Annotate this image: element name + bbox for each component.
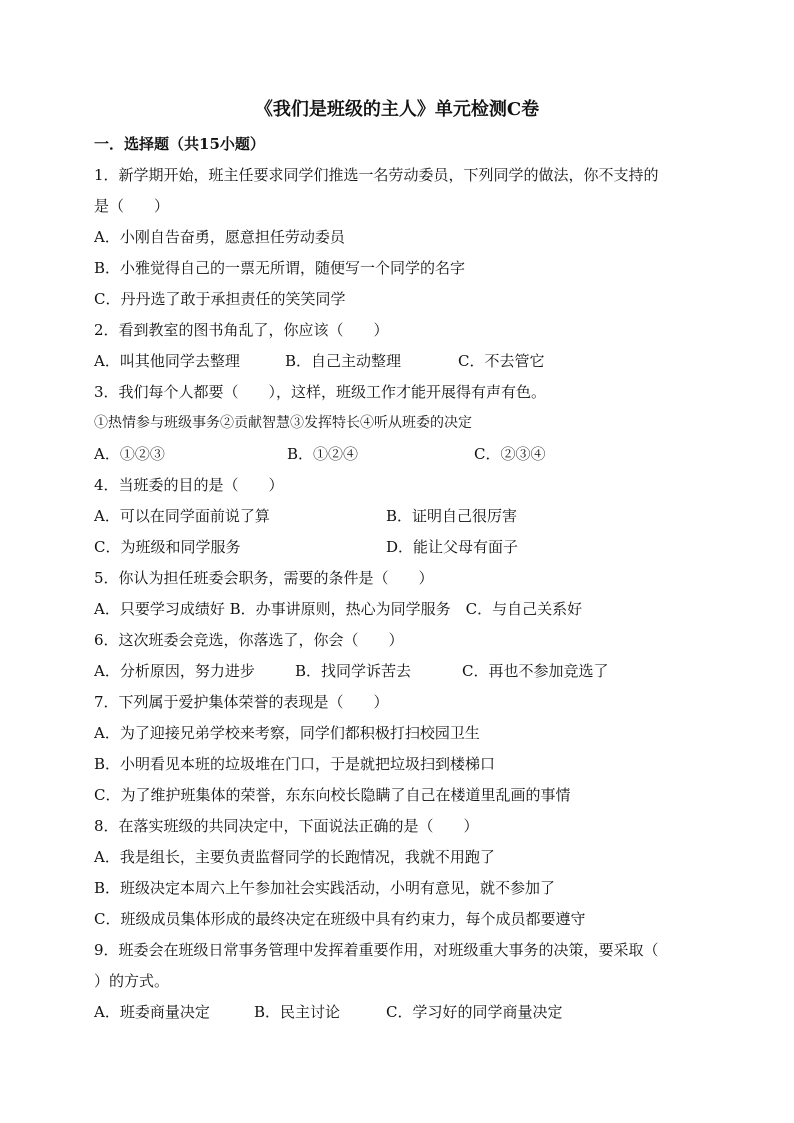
q8-stem: 8．在落实班级的共同决定中，下面说法正确的是（ ） <box>94 817 479 835</box>
q2-option-a: A．叫其他同学去整理 <box>94 352 240 370</box>
q9-options <box>94 1002 694 1022</box>
q7-option-b: B．小明看见本班的垃圾堆在门口，于是就把垃圾扫到楼梯口 <box>94 755 496 773</box>
q1-option-a: A．小刚自告奋勇，愿意担任劳动委员 <box>94 228 345 246</box>
q4-option-c: C．为班级和同学服务 <box>94 538 241 556</box>
q1-stem-line1: 1．新学期开始，班主任要求同学们推选一名劳动委员，下列同学的做法，你不支持的 <box>94 166 659 184</box>
q4-option-b: B．证明自己很厉害 <box>386 507 518 525</box>
q6-option-c: C．再也不参加竞选了 <box>462 662 609 680</box>
q2-options <box>94 351 694 371</box>
q3-options <box>94 444 694 464</box>
q3-option-b: B．①②④ <box>287 445 359 463</box>
q1-option-b: B．小雅觉得自己的一票无所谓，随便写一个同学的名字 <box>94 259 466 277</box>
q6-options <box>94 661 694 681</box>
q1-option-c: C．丹丹选了敢于承担责任的笑笑同学 <box>94 290 346 308</box>
q4-option-d: D．能让父母有面子 <box>386 538 519 556</box>
q8-option-c: C．班级成员集体形成的最终决定在班级中具有约束力，每个成员都要遵守 <box>94 910 586 928</box>
q8-option-a: A．我是组长，主要负责监督同学的长跑情况，我就不用跑了 <box>94 848 495 866</box>
q3-note: ①热情参与班级事务②贡献智慧③发挥特长④听从班委的决定 <box>94 415 472 431</box>
q6-option-b: B．找同学诉苦去 <box>295 662 412 680</box>
q5-options: A．只要学习成绩好 B．办事讲原则，热心为同学服务 C．与自己关系好 <box>94 600 583 618</box>
q9-option-b: B．民主讨论 <box>254 1003 341 1021</box>
q6-option-a: A．分析原因，努力进步 <box>94 662 255 680</box>
q3-option-a: A．①②③ <box>94 445 165 463</box>
q2-option-c: C．不去管它 <box>458 352 545 370</box>
q7-stem: 7．下列属于爱护集体荣誉的表现是（ ） <box>94 693 389 711</box>
q4-option-a: A．可以在同学面前说了算 <box>94 507 270 525</box>
q4-options-row1 <box>94 506 694 526</box>
q9-option-a: A．班委商量决定 <box>94 1003 210 1021</box>
q6-stem: 6．这次班委会竞选，你落选了，你会（ ） <box>94 631 404 649</box>
q8-option-b: B．班级决定本周六上午参加社会实践活动，小明有意见，就不参加了 <box>94 879 556 897</box>
q7-option-a: A．为了迎接兄弟学校来考察，同学们都积极打扫校园卫生 <box>94 724 480 742</box>
q4-stem: 4．当班委的目的是（ ） <box>94 476 284 494</box>
q9-stem-line2: ）的方式。 <box>94 972 170 990</box>
q2-option-b: B．自己主动整理 <box>285 352 402 370</box>
q4-options-row2 <box>94 537 694 557</box>
q2-stem: 2．看到教室的图书角乱了，你应该（ ） <box>94 321 389 339</box>
section-heading: 一．选择题（共15小题） <box>94 135 265 153</box>
q5-stem: 5．你认为担任班委会职务，需要的条件是（ ） <box>94 569 434 587</box>
q1-stem-line2: 是（ ） <box>94 197 170 215</box>
q3-stem: 3．我们每个人都要（ ），这样，班级工作才能开展得有声有色。 <box>94 383 547 401</box>
q7-option-c: C．为了维护班集体的荣誉，东东向校长隐瞒了自己在楼道里乱画的事情 <box>94 786 571 804</box>
q9-option-c: C．学习好的同学商量决定 <box>386 1003 563 1021</box>
page-title: 《我们是班级的主人》单元检测C卷 <box>254 99 540 120</box>
q3-option-c: C．②③④ <box>474 445 546 463</box>
q9-stem-line1: 9．班委会在班级日常事务管理中发挥着重要作用，对班级重大事务的决策，要采取（ <box>94 941 659 959</box>
